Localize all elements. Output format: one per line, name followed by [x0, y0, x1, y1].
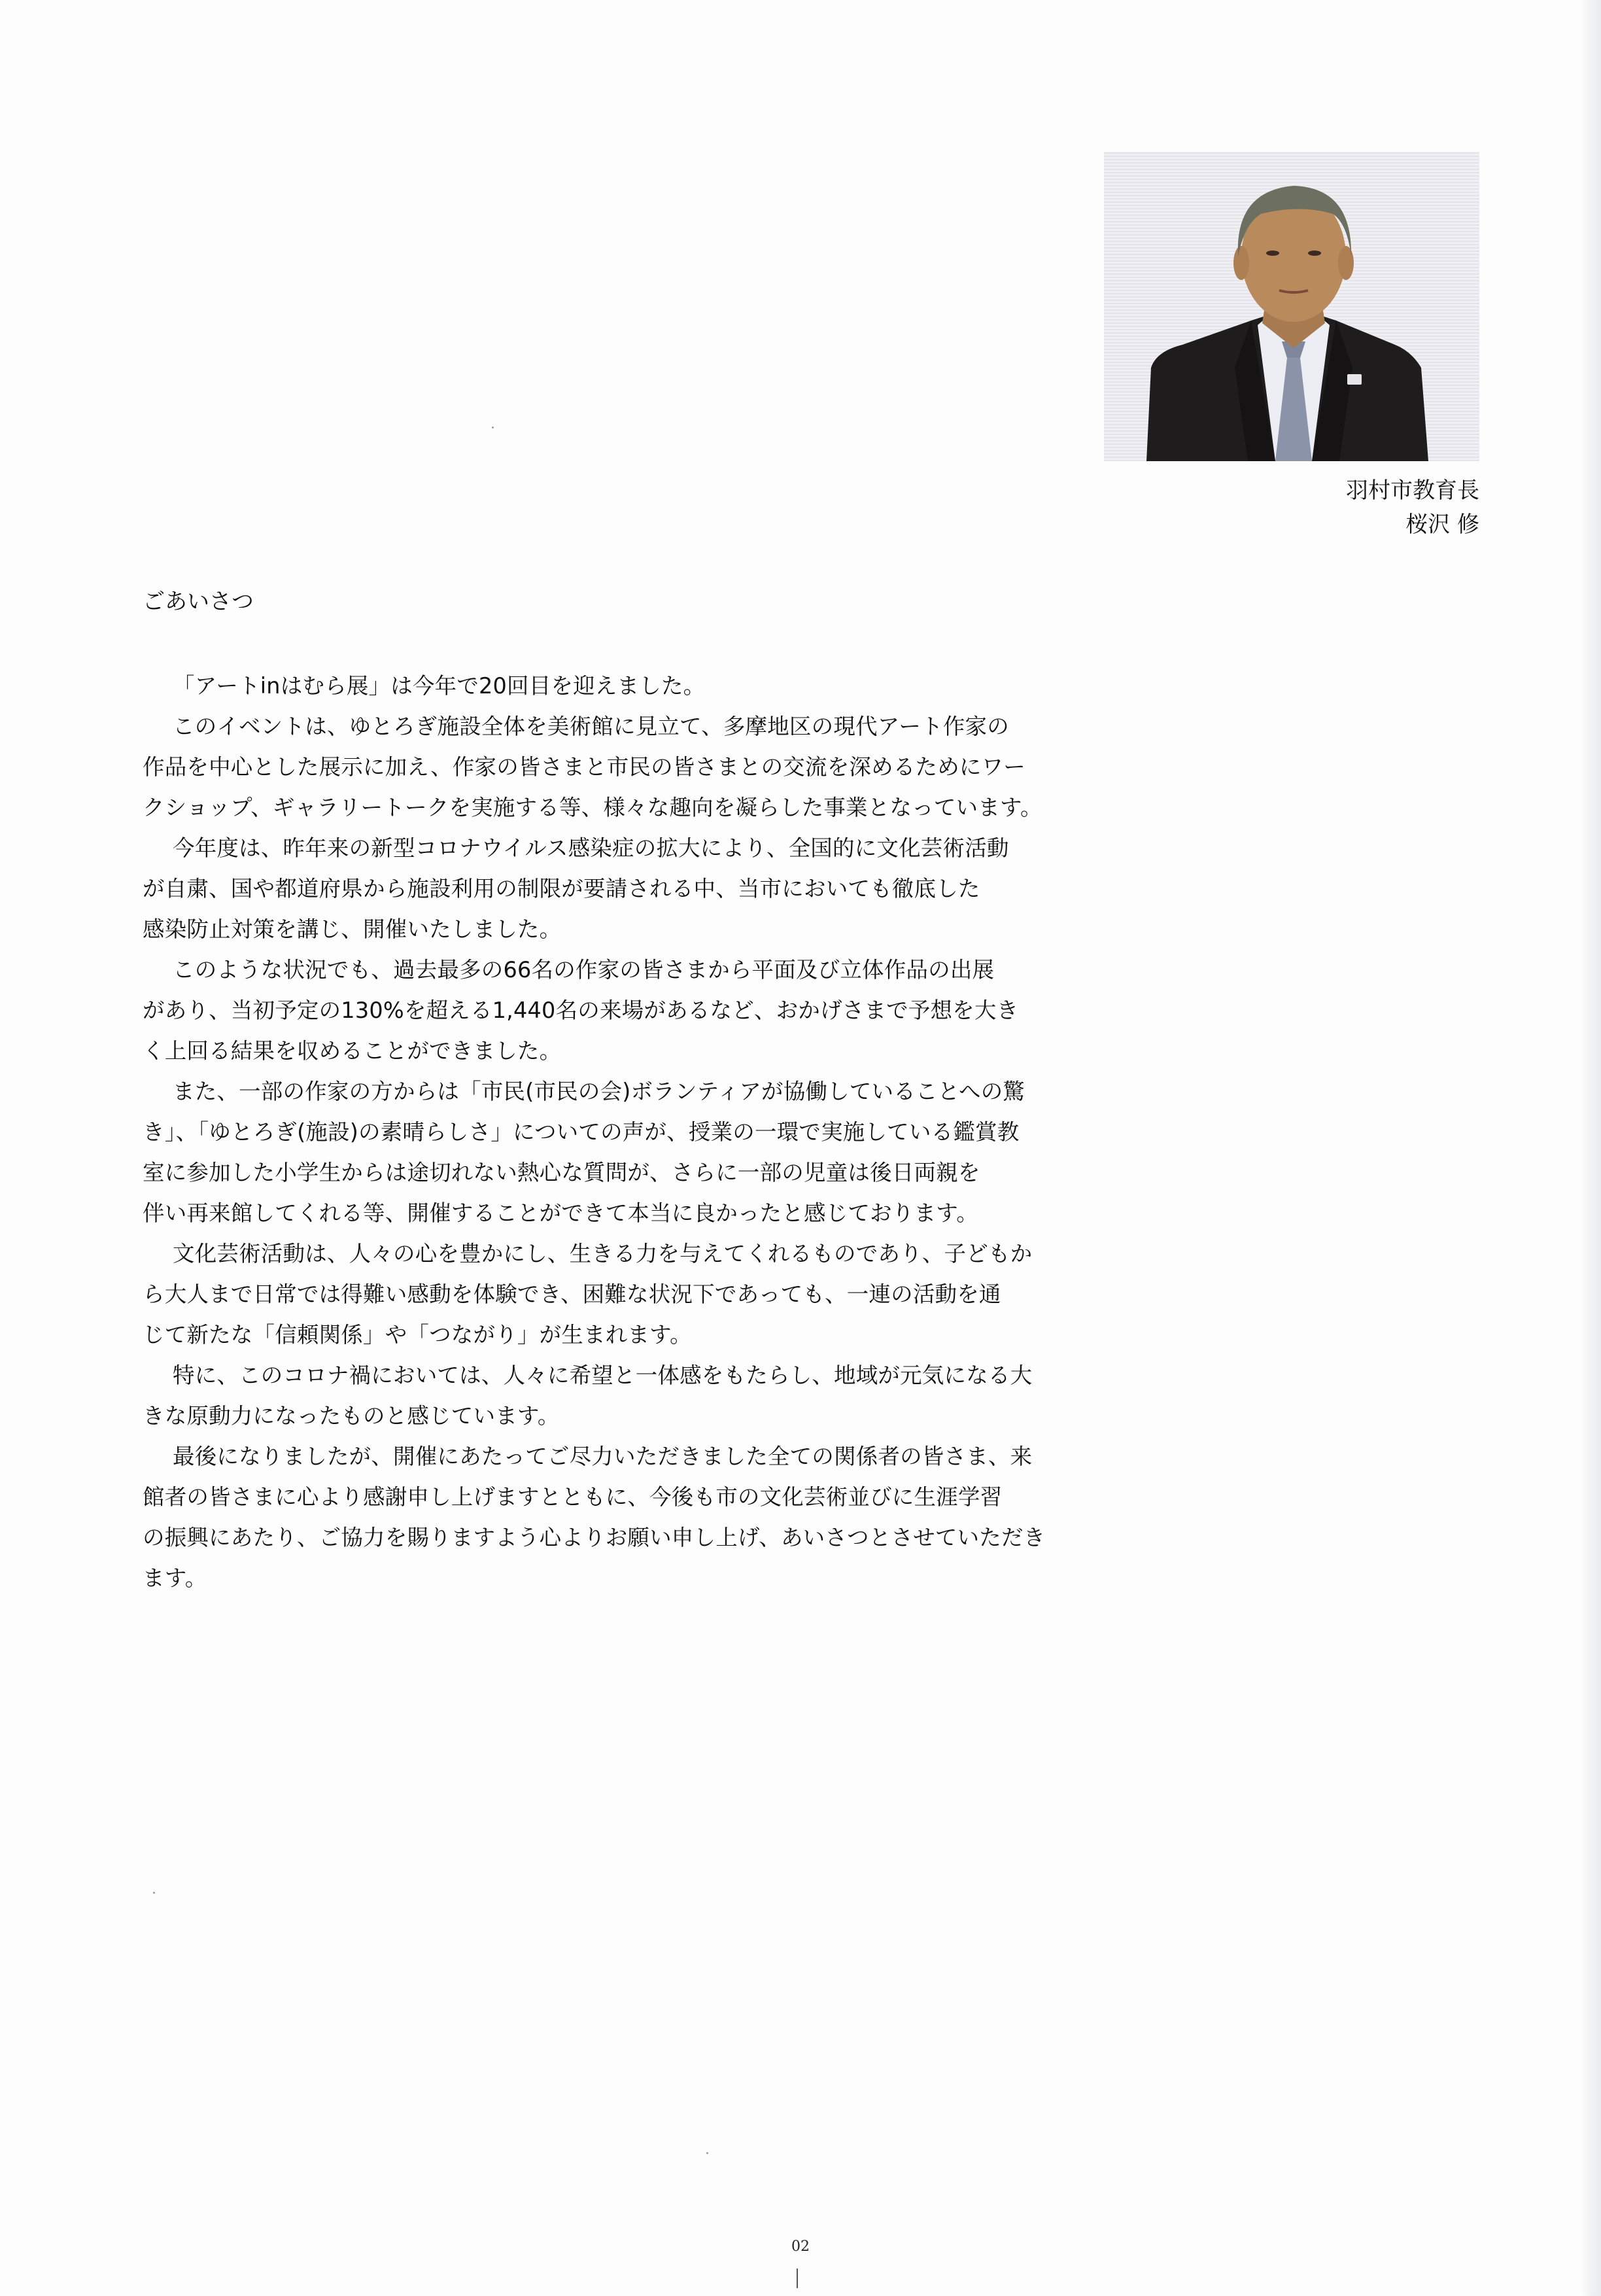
paragraph-4	[143, 950, 1055, 1071]
text-line: このような状況でも、過去最多の66名の作家の皆さまから平面及び立体作品の出展	[173, 957, 995, 983]
photo-caption	[1346, 474, 1479, 542]
scan-edge-shadow	[1581, 0, 1601, 2296]
text-line: 特に、このコロナ禍においては、人々に希望と一体感をもたらし、地域が元気になる大	[173, 1363, 1033, 1388]
section-heading: ごあいさつ	[143, 589, 254, 615]
portrait-illustration	[1104, 152, 1479, 461]
text-line: 伴い再来館してくれる等、開催することができて本当に良かったと感じております。	[143, 1200, 978, 1226]
text-line: があり、当初予定の130%を超える1,440名の来場があるなど、おかげさまで予想を大き	[143, 998, 1019, 1023]
paragraph-6	[143, 1234, 1055, 1355]
text-line: クショップ、ギャラリートークを実施する等、様々な趣向を凝らした事業となっています。	[143, 795, 1042, 820]
paragraph-1	[143, 666, 1055, 706]
text-line: き」、「ゆとろぎ(施設)の素晴らしさ」についての声が、授業の一環で実施している鑑賞教	[143, 1119, 1020, 1145]
portrait-photo	[1104, 152, 1479, 461]
scan-speck	[153, 1892, 155, 1894]
text-line: 文化芸術活動は、人々の心を豊かにし、生きる力を与えてくれるものであり、子どもか	[173, 1241, 1033, 1266]
greeting-body	[143, 666, 1055, 1599]
text-line: ら大人まで日常では得難い感動を体験でき、困難な状況下であっても、一連の活動を通	[143, 1281, 1001, 1307]
text-line: じて新たな「信頼関係」や「つながり」が生まれます。	[143, 1322, 692, 1348]
paragraph-8	[143, 1436, 1055, 1599]
paragraph-5	[143, 1071, 1055, 1234]
page-marker-line	[797, 2269, 798, 2288]
caption-title: 羽村市教育長	[1346, 478, 1479, 504]
text-line: 室に参加した小学生からは途切れない熱心な質問が、さらに一部の児童は後日両親を	[143, 1160, 980, 1185]
text-line: の振興にあたり、ご協力を賜りますよう心よりお願い申し上げ、あいさつとさせていただき	[143, 1525, 1046, 1550]
paragraph-3	[143, 828, 1055, 950]
text-line: このイベントは、ゆとろぎ施設全体を美術館に見立て、多摩地区の現代アート作家の	[173, 714, 1009, 739]
text-line: が自粛、国や都道府県から施設利用の制限が要請される中、当市においても徹底した	[143, 876, 980, 901]
page-number: 02	[791, 2238, 810, 2255]
text-line: 作品を中心とした展示に加え、作家の皆さまと市民の皆さまとの交流を深めるためにワー	[143, 754, 1026, 780]
text-line: 「アートinはむら展」は今年で20回目を迎えました。	[173, 673, 706, 699]
caption-name: 桜沢 修	[1405, 512, 1479, 538]
text-line: 今年度は、昨年来の新型コロナウイルス感染症の拡大により、全国的に文化芸術活動	[173, 835, 1009, 861]
text-line: 感染防止対策を講じ、開催いたしました。	[143, 916, 562, 942]
text-line: 最後になりましたが、開催にあたってご尽力いただきました全ての関係者の皆さま、来	[173, 1444, 1033, 1469]
paragraph-7	[143, 1355, 1055, 1436]
text-line: ます。	[143, 1565, 207, 1591]
scan-speck	[492, 426, 494, 428]
text-line: また、一部の作家の方からは「市民(市民の会)ボランティアが協働していることへの驚	[173, 1079, 1025, 1104]
paragraph-2	[143, 706, 1055, 828]
scan-speck	[706, 2152, 708, 2154]
text-line: きな原動力になったものと感じています。	[143, 1403, 560, 1429]
text-line: く上回る結果を収めることができました。	[143, 1038, 562, 1064]
text-line: 館者の皆さまに心より感謝申し上げますとともに、今後も市の文化芸術並びに生涯学習	[143, 1484, 1003, 1510]
